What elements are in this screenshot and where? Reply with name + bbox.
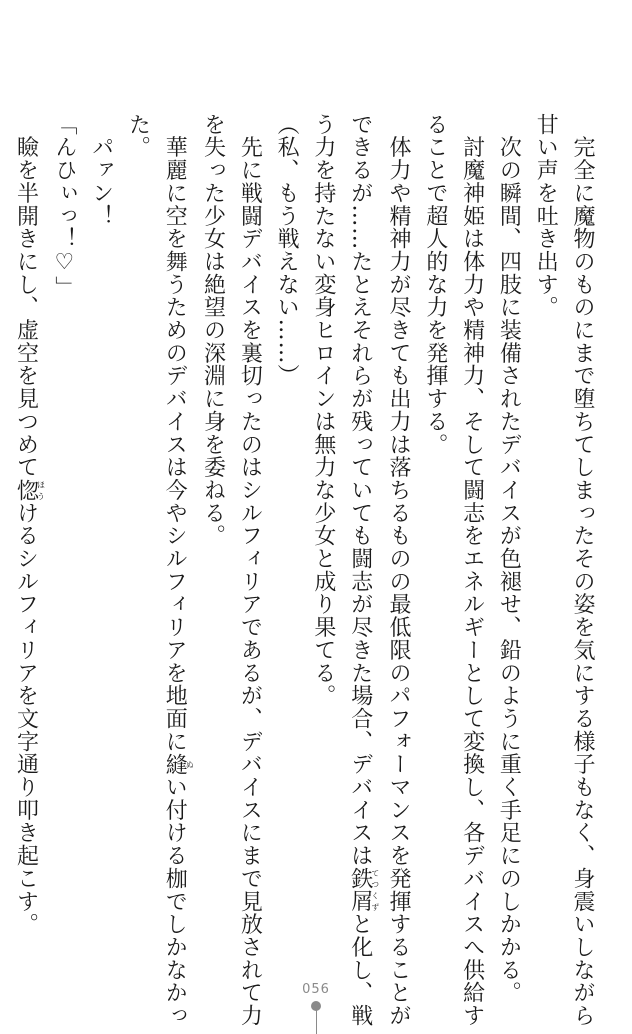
text-segment: 華麗に空を舞うためのデバイスは今やシルフィリアを地面に bbox=[162, 113, 188, 753]
ruby-annotation bbox=[347, 867, 380, 913]
ruby-reading: ほう bbox=[36, 478, 46, 502]
text-line: 完全に魔物のものにまで堕ちてしまったその姿を気にする様子もなく、身震いしながら bbox=[570, 113, 595, 1027]
text-segment: 瞼を半開きにし、虚空を見つめて bbox=[13, 113, 39, 479]
folio-line bbox=[316, 1010, 317, 1034]
text-line: 次の瞬間、四肢に装備されたデバイスが色褪せ、鉛のように重く手足にのしかかる。 bbox=[496, 113, 522, 1005]
ruby-reading: ぬ bbox=[185, 752, 195, 776]
ruby-base: 惚 bbox=[13, 478, 39, 502]
text-line bbox=[7, 113, 45, 943]
text-line: う力を持たない変身ヒロインは無力な少女と成り果てる。 bbox=[310, 113, 336, 708]
text-line bbox=[155, 113, 195, 1028]
text-segment: けるシルフィリアを文字通り叩き起こす。 bbox=[13, 501, 39, 936]
text-segment: できるが……たとえそれらが残っていても闘志が尽きた場合、デバイスは bbox=[347, 113, 373, 868]
ruby-annotation bbox=[162, 752, 195, 776]
text-line: 体力や精神力が尽きても出力は落ちるものの最低限のパフォーマンスを発揮することが bbox=[386, 113, 412, 1027]
ruby-base: 鉄屑 bbox=[347, 867, 373, 913]
text-line: た。 bbox=[125, 113, 151, 159]
text-line: （私、もう戦えない……） bbox=[274, 113, 300, 388]
text-line: パァン！ bbox=[88, 113, 114, 228]
text-line: 討魔神姫は体力や精神力、そして闘志をエネルギーとして変換し、各デバイスへ供給す bbox=[459, 113, 485, 1027]
ruby-annotation bbox=[13, 478, 46, 502]
page-number: 056 bbox=[302, 982, 330, 997]
text-line: 先に戦闘デバイスを裏切ったのはシルフィリアであるが、デバイスにまで見放されて力 bbox=[237, 113, 263, 1027]
text-line: ることで超人的な力を発揮する。 bbox=[422, 113, 448, 456]
ruby-base: 縫 bbox=[162, 752, 188, 776]
text-line: 「んひぃっ！♡」 bbox=[51, 113, 77, 299]
ruby-reading: てつくず bbox=[370, 867, 380, 913]
text-segment: い付ける枷でしかなかっ bbox=[162, 775, 188, 1028]
text-segment: と化し、戦 bbox=[347, 912, 373, 1028]
text-line: を失った少女は絶望の深淵に身を委ねる。 bbox=[200, 113, 226, 548]
text-line: 甘い声を吐き出す。 bbox=[533, 113, 559, 319]
text-line bbox=[341, 113, 380, 1028]
